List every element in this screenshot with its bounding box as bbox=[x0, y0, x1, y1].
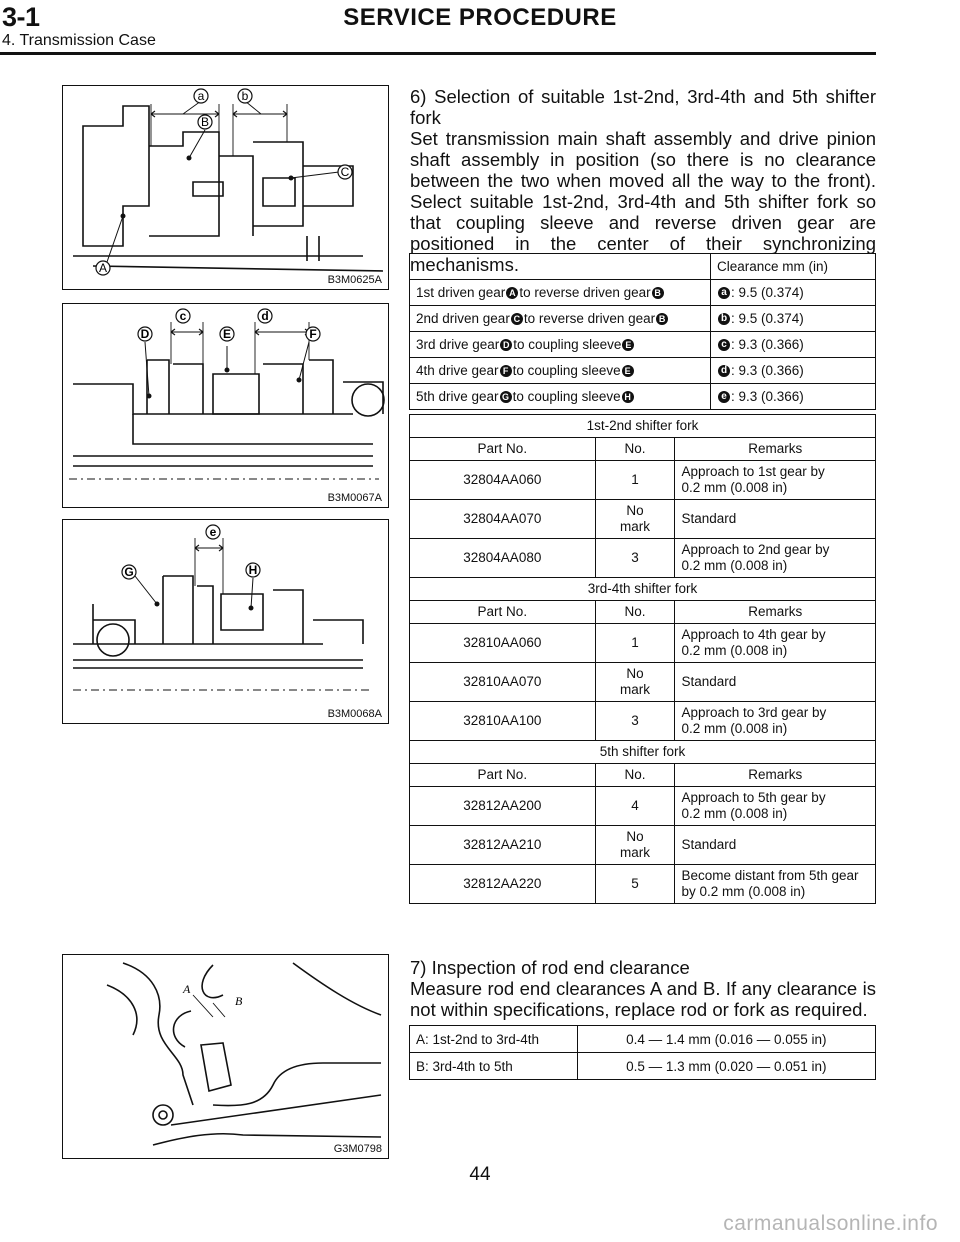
no-cell: 4 bbox=[595, 787, 675, 826]
no-cell: No mark bbox=[595, 663, 675, 702]
col-no-header: No. bbox=[595, 764, 675, 787]
figure-code: B3M0067A bbox=[327, 492, 382, 504]
figure-label-A: A bbox=[183, 982, 191, 996]
figure-code: G3M0798 bbox=[333, 1143, 382, 1155]
table-row bbox=[410, 306, 876, 332]
watermark: carmanualsonline.info bbox=[723, 1212, 938, 1235]
step7-title: 7) Inspection of rod end clearance bbox=[410, 957, 690, 978]
figure-label-B: B bbox=[235, 994, 243, 1008]
group-title: 5th shifter fork bbox=[410, 741, 876, 764]
figure-label-B: B bbox=[200, 115, 210, 129]
table-row bbox=[410, 1053, 876, 1080]
figure-label-G: G bbox=[124, 565, 134, 579]
table-row bbox=[410, 384, 876, 410]
table-row bbox=[410, 826, 876, 865]
table-row bbox=[410, 1026, 876, 1053]
part-no-cell: 32812AA200 bbox=[410, 787, 596, 826]
table-cell: B: 3rd-4th to 5th bbox=[410, 1053, 578, 1080]
step6-text bbox=[410, 86, 876, 275]
page-header bbox=[0, 0, 960, 58]
table-row bbox=[410, 663, 876, 702]
figure-g3m0798 bbox=[62, 954, 389, 1159]
shifter-fork-table bbox=[409, 414, 876, 904]
figure-b3m0068a-drawing bbox=[63, 520, 387, 723]
no-cell: 1 bbox=[595, 461, 675, 500]
figure-label-H: H bbox=[248, 563, 258, 577]
group-title: 3rd-4th shifter fork bbox=[410, 578, 876, 601]
table-cell: 0.5 — 1.3 mm (0.020 — 0.051 in) bbox=[577, 1053, 875, 1080]
figure-label-D: D bbox=[140, 327, 150, 341]
table-row bbox=[410, 787, 876, 826]
table-cell: 5th drive gear G to coupling sleeve H bbox=[410, 384, 711, 410]
section-title: SERVICE PROCEDURE bbox=[343, 4, 617, 31]
header-rule bbox=[0, 52, 876, 55]
remarks-cell: Approach to 2nd gear by 0.2 mm (0.008 in) bbox=[675, 539, 876, 578]
table-header-row bbox=[410, 254, 876, 280]
table-header-cell: Clearance mm (in) bbox=[711, 254, 876, 280]
figure-g3m0798-drawing bbox=[63, 955, 387, 1158]
table-row bbox=[410, 865, 876, 904]
figure-label-d: d bbox=[261, 309, 269, 323]
no-cell: 1 bbox=[595, 624, 675, 663]
section-number: 3-1 bbox=[2, 2, 40, 32]
part-no-cell: 32804AA060 bbox=[410, 461, 596, 500]
table-row bbox=[410, 702, 876, 741]
figure-b3m0625a-drawing bbox=[63, 86, 387, 289]
remarks-cell: Approach to 5th gear by 0.2 mm (0.008 in) bbox=[675, 787, 876, 826]
figure-label-E: E bbox=[222, 327, 232, 341]
figure-label-c: c bbox=[179, 309, 187, 323]
table-row bbox=[410, 332, 876, 358]
figure-label-A: A bbox=[98, 261, 108, 275]
table-row bbox=[410, 539, 876, 578]
figure-label-b: b bbox=[241, 89, 249, 103]
step6-body: Set transmission main shaft assembly and drive pinion shaft assembly in position (so there is no clearance between the two when moved all the way to the front). Select suitable 1st-2nd, 3rd-4th and 5th shifter fork so that coupling sleeve and reverse driven gear are positioned in the center of their synchronizing mechanisms. bbox=[410, 128, 876, 275]
remarks-cell: Standard bbox=[675, 663, 876, 702]
table-cell: c : 9.3 (0.366) bbox=[711, 332, 876, 358]
figure-label-a: a bbox=[197, 89, 205, 103]
part-no-cell: 32812AA210 bbox=[410, 826, 596, 865]
table-row bbox=[410, 624, 876, 663]
table-row bbox=[410, 280, 876, 306]
clearance-table bbox=[409, 253, 876, 410]
table-cell: 1st driven gear A to reverse driven gear B bbox=[410, 280, 711, 306]
figure-label-F: F bbox=[309, 327, 317, 341]
remarks-cell: Approach to 3rd gear by 0.2 mm (0.008 in) bbox=[675, 702, 876, 741]
figure-label-e: e bbox=[209, 525, 217, 539]
part-no-cell: 32812AA220 bbox=[410, 865, 596, 904]
table-cell: 4th drive gear F to coupling sleeve E bbox=[410, 358, 711, 384]
table-cell: 0.4 — 1.4 mm (0.016 — 0.055 in) bbox=[577, 1026, 875, 1053]
figure-code: B3M0625A bbox=[327, 274, 382, 286]
col-remarks-header: Remarks bbox=[675, 764, 876, 787]
part-no-cell: 32804AA080 bbox=[410, 539, 596, 578]
figure-b3m0067a-drawing bbox=[63, 304, 387, 507]
no-cell: 5 bbox=[595, 865, 675, 904]
table-cell: a : 9.5 (0.374) bbox=[711, 280, 876, 306]
figure-label-C: C bbox=[340, 165, 350, 179]
rod-clearance-table bbox=[409, 1025, 876, 1080]
col-remarks-header: Remarks bbox=[675, 438, 876, 461]
table-cell: A: 1st-2nd to 3rd-4th bbox=[410, 1026, 578, 1053]
no-cell: 3 bbox=[595, 702, 675, 741]
col-no-header: No. bbox=[595, 438, 675, 461]
table-header-row bbox=[410, 601, 876, 624]
part-no-cell: 32810AA070 bbox=[410, 663, 596, 702]
page-number: 44 bbox=[469, 1164, 491, 1185]
figure-b3m0068a bbox=[62, 519, 389, 724]
table-cell: b : 9.5 (0.374) bbox=[711, 306, 876, 332]
no-cell: 3 bbox=[595, 539, 675, 578]
table-cell: e : 9.3 (0.366) bbox=[711, 384, 876, 410]
step6-title: 6) Selection of suitable 1st-2nd, 3rd-4th and 5th shifter fork bbox=[410, 86, 876, 128]
part-no-cell: 32804AA070 bbox=[410, 500, 596, 539]
table-cell: d : 9.3 (0.366) bbox=[711, 358, 876, 384]
table-row bbox=[410, 500, 876, 539]
remarks-cell: Approach to 1st gear by 0.2 mm (0.008 in) bbox=[675, 461, 876, 500]
no-cell: No mark bbox=[595, 826, 675, 865]
remarks-cell: Standard bbox=[675, 500, 876, 539]
figure-b3m0625a bbox=[62, 85, 389, 290]
table-cell bbox=[410, 254, 711, 280]
remarks-cell: Become distant from 5th gear by 0.2 mm (0.008 in) bbox=[675, 865, 876, 904]
table-row bbox=[410, 461, 876, 500]
col-remarks-header: Remarks bbox=[675, 601, 876, 624]
table-cell: 2nd driven gear C to reverse driven gear B bbox=[410, 306, 711, 332]
remarks-cell: Standard bbox=[675, 826, 876, 865]
group-title: 1st-2nd shifter fork bbox=[410, 415, 876, 438]
col-part-header: Part No. bbox=[410, 601, 596, 624]
col-no-header: No. bbox=[595, 601, 675, 624]
col-part-header: Part No. bbox=[410, 438, 596, 461]
no-cell: No mark bbox=[595, 500, 675, 539]
step7-body: Measure rod end clearances A and B. If any clearance is not within specifications, replace rod or fork as required. bbox=[410, 978, 876, 1020]
table-row bbox=[410, 358, 876, 384]
step7-text bbox=[410, 957, 876, 1020]
table-header-row bbox=[410, 438, 876, 461]
table-cell: 3rd drive gear D to coupling sleeve E bbox=[410, 332, 711, 358]
subsection-title: 4. Transmission Case bbox=[2, 32, 156, 49]
part-no-cell: 32810AA100 bbox=[410, 702, 596, 741]
col-part-header: Part No. bbox=[410, 764, 596, 787]
remarks-cell: Approach to 4th gear by 0.2 mm (0.008 in) bbox=[675, 624, 876, 663]
table-header-row bbox=[410, 764, 876, 787]
figure-b3m0067a bbox=[62, 303, 389, 508]
part-no-cell: 32810AA060 bbox=[410, 624, 596, 663]
figure-code: B3M0068A bbox=[327, 708, 382, 720]
